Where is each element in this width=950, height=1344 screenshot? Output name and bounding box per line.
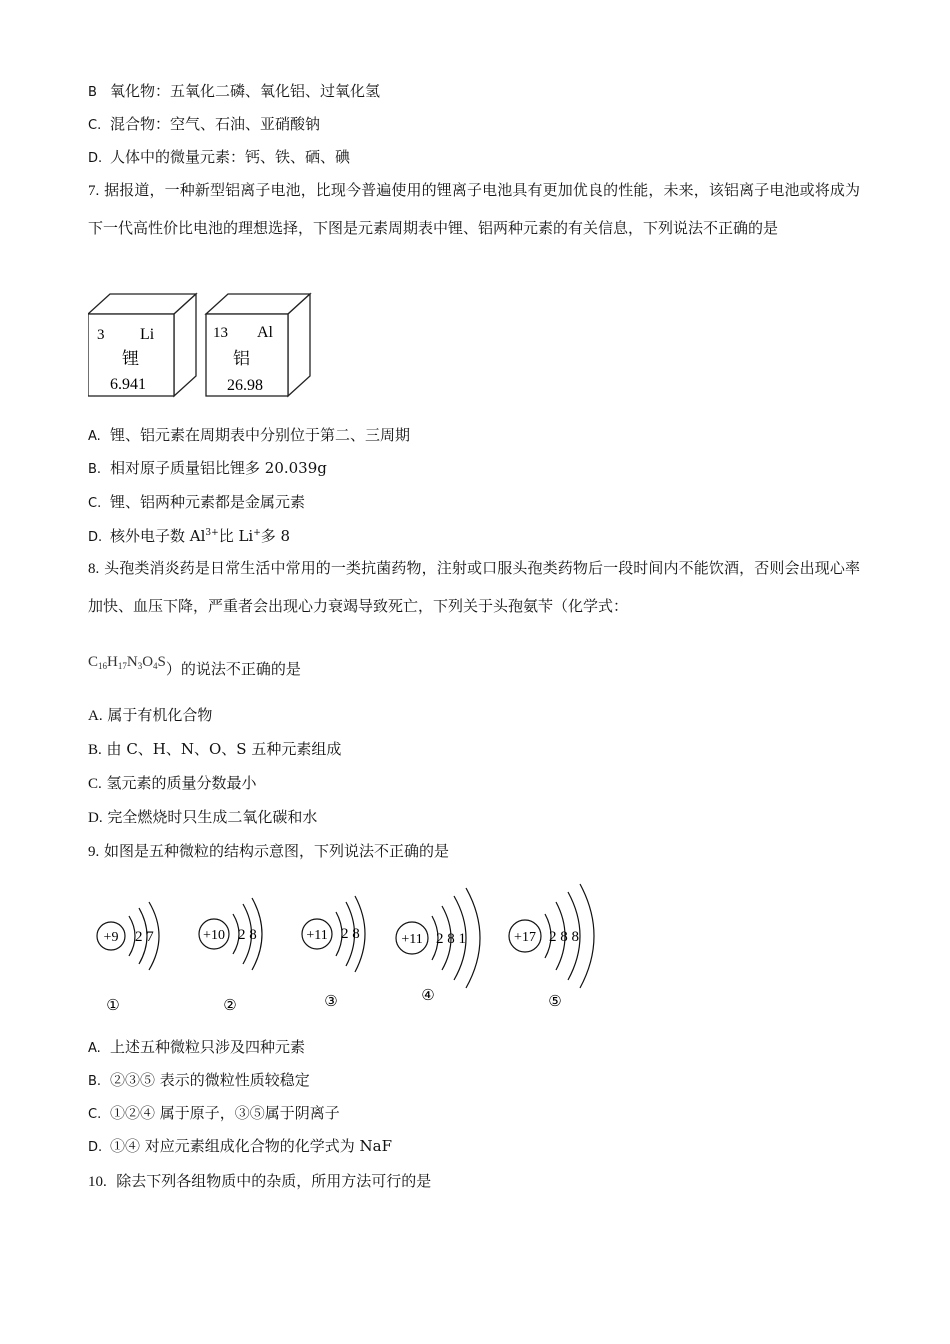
- option-letter: D.: [88, 810, 103, 826]
- q6-option-b: [88, 80, 380, 101]
- periodic-table-cells: [88, 292, 318, 402]
- electron-shells: 2 8 1: [436, 931, 466, 947]
- option-text: 完全燃烧时只生成二氧化碳和水: [107, 808, 318, 826]
- q9-option-a: [88, 1036, 305, 1057]
- al-atomic-number: 13: [213, 325, 228, 341]
- option-letter: D.: [88, 151, 103, 166]
- option-text: 氢元素的质量分数最小: [106, 774, 257, 792]
- atom-diagram-5: [509, 884, 594, 1010]
- q8-option-b: [88, 738, 341, 759]
- option-text-end: 多 8: [260, 527, 291, 545]
- q7-option-a: [88, 424, 410, 445]
- question-number: 9.: [88, 844, 100, 860]
- option-letter: C.: [88, 1107, 102, 1122]
- li-symbol: Li: [140, 326, 155, 343]
- question-text-tail: ）的说法不正确的是: [165, 660, 301, 678]
- q9-option-d: [88, 1135, 392, 1156]
- electron-shells: 2 8 8: [549, 929, 579, 945]
- ion-charge: 3+: [205, 528, 219, 538]
- option-letter: D.: [88, 530, 103, 545]
- li-atomic-mass: 6.941: [110, 376, 146, 393]
- option-letter: B.: [88, 462, 102, 477]
- lithium-cell: [88, 294, 196, 396]
- option-letter: B.: [88, 1074, 102, 1089]
- nucleus-charge: +11: [306, 928, 328, 943]
- nucleus-charge: +9: [103, 930, 119, 945]
- q10-stem: [88, 1170, 431, 1191]
- option-letter: C.: [88, 496, 102, 511]
- option-text: 锂、铝元素在周期表中分别位于第二、三周期: [110, 426, 411, 444]
- question-number: 7.: [88, 183, 100, 199]
- option-text: ①②④ 属于原子，③⑤属于阴离子: [110, 1104, 340, 1122]
- option-text: 氧化物：五氧化二磷、氧化铝、过氧化氢: [110, 82, 381, 100]
- q7-option-d: [88, 525, 290, 546]
- option-text: 人体中的微量元素：钙、铁、硒、碘: [110, 148, 351, 166]
- q7-option-b: [88, 457, 327, 478]
- q8-option-d: [88, 806, 317, 827]
- option-text: ②③⑤ 表示的微粒性质较稳定: [110, 1071, 310, 1089]
- option-letter: B: [88, 85, 97, 100]
- option-text: 由 C、H、N、O、S 五种元素组成: [106, 740, 342, 758]
- atom-diagram-4: [396, 888, 480, 1004]
- diagram-label: ⑤: [548, 992, 562, 1010]
- q7-stem: [88, 172, 860, 246]
- option-text-start: 核外电子数 Al: [110, 527, 206, 545]
- q9-option-b: [88, 1069, 310, 1090]
- option-text: ①④ 对应元素组成化合物的化学式为 NaF: [110, 1137, 393, 1155]
- q8-option-c: [88, 772, 257, 793]
- q8-formula-line: [88, 650, 301, 678]
- option-letter: A.: [88, 1041, 101, 1056]
- option-letter: A.: [88, 708, 103, 724]
- ion-charge: +: [253, 528, 261, 538]
- option-text: 锂、铝两种元素都是金属元素: [110, 493, 306, 511]
- atom-diagram-1: [97, 902, 159, 1014]
- q8-option-a: [88, 704, 212, 725]
- al-atomic-mass: 26.98: [227, 377, 263, 394]
- q9-stem: [88, 840, 449, 861]
- chemical-formula: $C_{16}H_{17}N_3O_4S$: [88, 654, 166, 671]
- li-atomic-number: 3: [97, 327, 105, 343]
- li-name: 锂: [122, 349, 139, 369]
- question-text: 如图是五种微粒的结构示意图，下列说法不正确的是: [104, 842, 450, 860]
- option-letter: B.: [88, 742, 102, 758]
- diagram-label: ③: [324, 992, 338, 1010]
- q6-option-c: [88, 113, 320, 134]
- diagram-label: ①: [106, 996, 120, 1014]
- atom-structure-diagrams: [88, 878, 608, 1018]
- diagram-label: ②: [223, 996, 237, 1014]
- option-text: 属于有机化合物: [107, 706, 213, 724]
- question-number: 8.: [88, 561, 100, 577]
- nucleus-charge: +10: [203, 928, 225, 943]
- electron-shells: 2 8: [238, 927, 257, 943]
- option-letter: A.: [88, 429, 101, 444]
- atom-diagram-2: [199, 898, 262, 1014]
- option-letter: D.: [88, 1140, 103, 1155]
- question-number: 10.: [88, 1174, 107, 1190]
- aluminum-cell: [206, 294, 310, 396]
- diagram-label: ④: [421, 986, 435, 1004]
- question-text: 除去下列各组物质中的杂质，所用方法可行的是: [116, 1172, 432, 1190]
- q6-option-d: [88, 146, 350, 167]
- q7-option-c: [88, 491, 305, 512]
- electron-shells: 2 8: [341, 926, 360, 942]
- option-text: 相对原子质量铝比锂多 20.039g: [110, 459, 327, 477]
- electron-shells: 2 7: [135, 929, 154, 945]
- option-text: 上述五种微粒只涉及四种元素: [110, 1038, 306, 1056]
- question-text: 头孢类消炎药是日常生活中常用的一类抗菌药物，注射或口服头孢类药物后一段时间内不能饮酒，否则会出现心率加快、血压下降，严重者会出现心力衰竭导致死亡，下列关于头孢氨苄（化学式：: [88, 559, 860, 615]
- option-text: 混合物：空气、石油、亚硝酸钠: [110, 115, 321, 133]
- option-text-mid: 比 Li: [218, 527, 254, 545]
- nucleus-charge: +17: [514, 930, 536, 945]
- question-text: 据报道，一种新型铝离子电池，比现今普遍使用的锂离子电池具有更加优良的性能，未来，该铝离子电池或将成为下一代高性价比电池的理想选择，下图是元素周期表中锂、铝两种元素的有关信息，下列说法不正确的是: [88, 181, 860, 237]
- al-symbol: Al: [257, 324, 273, 341]
- nucleus-charge: +11: [401, 932, 423, 947]
- option-letter: C.: [88, 776, 102, 792]
- atom-diagram-3: [302, 896, 365, 1010]
- al-name: 铝: [233, 349, 250, 369]
- q8-stem: [88, 550, 860, 624]
- q9-option-c: [88, 1102, 340, 1123]
- option-letter: C.: [88, 118, 102, 133]
